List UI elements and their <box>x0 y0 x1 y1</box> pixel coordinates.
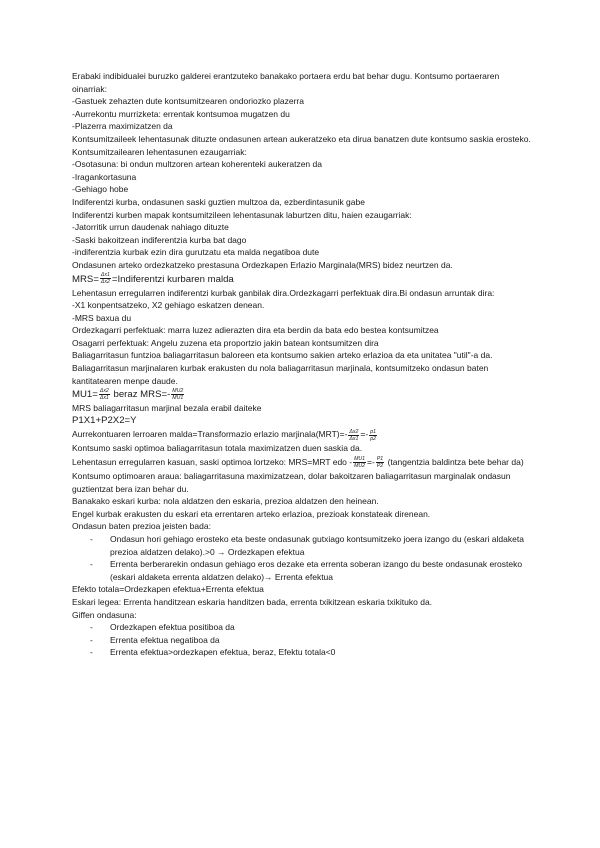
paragraph: Lehentasun erregularren indiferentzi kurbak ganbilak dira.Ordezkagarri perfektuak dira.Bi ondasun arruntak dira: <box>72 287 495 298</box>
denominator: Δx1 <box>99 395 109 402</box>
paragraph: Kontsumo optimoaren araua: baliagarritasuna maximizatzean, dolar bakoitzaren baliagarritasun marginalak ondasun guztientzat bera izan behar du. <box>72 471 511 494</box>
numerator: Δx2 <box>99 388 109 395</box>
denominator: P2 <box>376 463 384 470</box>
numerator: P1 <box>376 456 384 463</box>
bullet-list <box>72 621 534 659</box>
numerator: Δx2 <box>349 428 359 435</box>
list-item: -Gastuek zehazten dute kontsumitzearen ondoriozko plazerra <box>72 96 304 107</box>
numerator: Δx1 <box>100 272 110 279</box>
bullet-item: - Errenta efektua negatiboa da <box>72 634 534 647</box>
paragraph: Ordezkagarri perfektuak: marra luzez adierazten dira eta berdin da bata edo bestea kontsumitzea <box>72 325 439 336</box>
formula-budget: P1X1+P2X2=Y <box>72 414 137 426</box>
paragraph: Eskari legea: Errenta handitzean eskaria handitzen bada, errenta txikitzean eskaria txikituko da. <box>72 596 433 607</box>
list-item: -Gehiago hobe <box>72 184 129 195</box>
fraction <box>348 429 359 442</box>
list-item: -Jatorritik urrun daudenak nahiago dituzte <box>72 222 229 233</box>
bullet-list <box>72 533 534 583</box>
paragraph: Ondasunen arteko ordezkatzeko prestasuna Ordezkapen Erlazio Marginala(MRS) bidez neurtzen da. <box>72 259 453 270</box>
list-item: -indiferentzia kurbak ezin dira gurutzatu eta malda negatiboa dute <box>72 247 320 258</box>
bullet-item: - Errenta berberarekin ondasun gehiago eros dezake eta errenta soberan izango du beste ondasunak erosteko (eskari aldaketa errenta aldatzen delako)→ Errenta efektua <box>72 558 534 583</box>
list-item: -Iragankortasuna <box>72 171 137 182</box>
denominator: MU2 <box>354 463 366 470</box>
numerator: MU1 <box>354 456 366 463</box>
formula-mrs <box>72 272 534 287</box>
formula-tangency <box>72 455 534 470</box>
paragraph: Kontsumitzailearen lehentasunen ezaugarriak: <box>72 146 247 157</box>
list-item: -Plazerra maximizatzen da <box>72 121 173 132</box>
paragraph: Engel kurbak erakusten du eskari eta errentaren arteko erlazioa, prezioak konstateak direnean. <box>72 508 431 519</box>
paragraph: MRS baliagarritasun marjinal bezala erabil daiteke <box>72 403 262 414</box>
paragraph: Baliagarritasun funtzioa baliagarritasun baloreen eta kontsumo sakien arteko erlazioa da eta unitatea "util"-a da. <box>72 350 493 361</box>
bullet-item: - Ordezkapen efektua positiboa da <box>72 621 534 634</box>
formula-text: MRS= <box>72 273 99 285</box>
denominator: Δx2 <box>100 279 110 286</box>
list-item: -Osotasuna: bi ondun multzoren artean koherenteki aukeratzen da <box>72 159 322 170</box>
formula-text: =Indiferentzi kurbaren malda <box>111 273 234 285</box>
denominator: MU1 <box>172 395 184 402</box>
list-item: -X1 konpentsatzeko, X2 gehiago eskatzen denean. <box>72 300 265 311</box>
paragraph: Kontsumo saski optimoa baliagarritasun totala maximizatzen duen saskia da. <box>72 443 363 454</box>
numerator: MU2 <box>172 388 184 395</box>
bullet-item: - Errenta efektua>ordezkapen efektua, beraz, Efektu totala<0 <box>72 646 534 659</box>
formula-mu1 <box>72 387 534 402</box>
formula-text: =- <box>367 457 375 468</box>
denominator: p2 <box>370 435 376 442</box>
formula-text: =- <box>360 429 369 440</box>
fraction <box>100 272 111 285</box>
fraction <box>99 388 110 401</box>
bullet-item: - Ondasun hori gehiago erosteko eta beste ondasunak gutxiago kontsumitzeko joera izango du (eskari aldaketa prezioa aldatzen delako).>0 → Ordezkapen efektua <box>72 533 534 558</box>
paragraph: Indiferentzi kurben mapak kontsumitzileen lehentasunak laburtzen ditu, haien ezaugarriak: <box>72 209 412 220</box>
formula-text: beraz MRS=- <box>110 389 171 401</box>
paragraph: Ondasun baten prezioa jeisten bada: <box>72 521 211 532</box>
document-body <box>72 70 534 659</box>
paragraph: Baliagarritasun marjinalaren kurbak erakusten du nola baliagarritasun marjinala, kontsumitzeko ondasun baten kantitatearen menpe daude. <box>72 363 489 386</box>
paragraph: Osagarri perfektuak: Angelu zuzena eta proportzio jakin batean kontsumitzen dira <box>72 337 379 348</box>
list-item: -Aurrekontu murrizketa: errentak kontsumoa mugatzen du <box>72 108 290 119</box>
numerator: p1 <box>370 428 376 435</box>
list-item: -Saski bakoitzean indiferentzia kurba bat dago <box>72 234 247 245</box>
paragraph: Kontsumitzaileek lehentasunak dituzte ondasunen artean aukeratzeko eta dirua banatzen dute kontsumo saskia erosteko. <box>72 133 531 144</box>
formula-text: Lehentasun erregularren kasuan, saski optimoa lortzeko: MRS=MRT edo - <box>72 457 353 468</box>
fraction <box>376 456 384 469</box>
list-item: -MRS baxua du <box>72 312 132 323</box>
formula-text: (tangentzia baldintza bete behar da) <box>385 457 524 468</box>
formula-mrt <box>72 427 534 442</box>
denominator: Δx1 <box>349 435 359 442</box>
paragraph-intro: Erabaki indibidualei buruzko galderei erantzuteko banakako portaera erdu bat behar dugu. Kontsumo portaeraren oinarriak: <box>72 71 500 94</box>
paragraph: Giffen ondasuna: <box>72 609 137 620</box>
fraction <box>171 388 184 401</box>
paragraph: Efekto totala=Ordezkapen efektua+Errenta efektua <box>72 584 264 595</box>
formula-text: MU1= <box>72 389 98 401</box>
fraction <box>369 429 377 442</box>
fraction <box>353 456 366 469</box>
formula-text: Aurrekontuaren lerroaren malda=Transformazio erlazio marjinala(MRT)=- <box>72 429 348 440</box>
paragraph: Indiferentzi kurba, ondasunen saski guztien multzoa da, ezberdintasunik gabe <box>72 196 365 207</box>
paragraph: Banakako eskari kurba: nola aldatzen den eskaria, prezioa aldatzen den heinean. <box>72 496 379 507</box>
